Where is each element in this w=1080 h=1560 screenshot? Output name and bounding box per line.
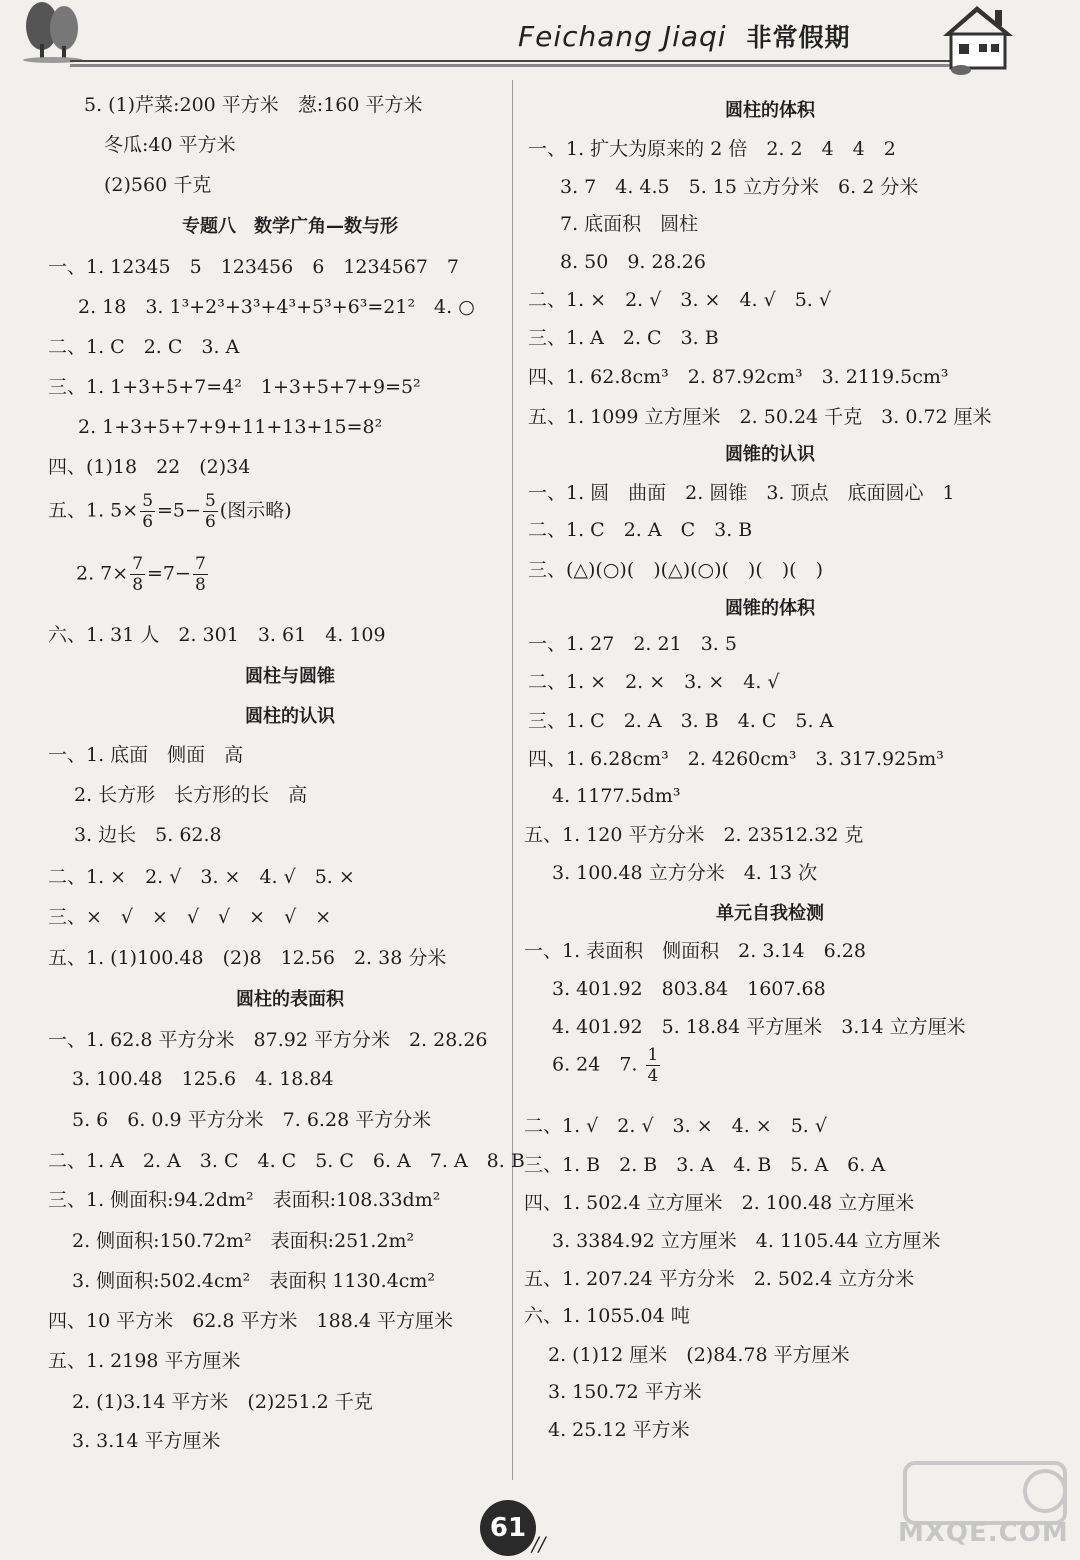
answer-line: 一、1. 12345 5 123456 6 1234567 7 [48,256,460,278]
answer-line: 2. (1)3.14 平方米 (2)251.2 千克 [72,1391,373,1413]
header-title-cn: 非常假期 [746,23,851,52]
answer-text: 6. 24 7. [552,1053,644,1076]
section-heading: 圆柱的体积 [725,100,815,121]
fraction-numerator: 7 [132,554,144,574]
answer-line: 3. 侧面积:502.4cm² 表面积 1130.4cm² [72,1270,436,1292]
answer-line: 四、1. 62.8cm³ 2. 87.92cm³ 3. 2119.5cm³ [528,366,949,388]
answer-line: 三、1. C 2. A 3. B 4. C 5. A [528,710,834,732]
answer-line: 五、1. 2198 平方厘米 [48,1350,241,1372]
answer-line: (2)560 千克 [104,174,212,196]
page-number-decoration: // [532,1532,546,1556]
answer-line: 四、(1)18 22 (2)34 [48,456,251,478]
answer-line: 3. 7 4. 4.5 5. 15 立方分米 6. 2 分米 [560,176,919,198]
fraction-denominator: 8 [132,575,144,595]
answer-line [48,491,292,532]
answer-text: 2. 7× [76,562,129,585]
answer-line: 一、1. 圆 曲面 2. 圆锥 3. 顶点 底面圆心 1 [528,482,955,504]
answer-line: 4. 25.12 平方米 [548,1419,690,1441]
answer-line: 一、1. 27 2. 21 3. 5 [528,633,737,655]
header-rule [70,60,950,67]
answer-line: 3. 3.14 平方厘米 [72,1430,221,1452]
answer-line: 五、1. 1099 立方厘米 2. 50.24 千克 3. 0.72 厘米 [528,406,992,428]
fraction [203,491,218,532]
answer-line: 六、1. 31 人 2. 301 3. 61 4. 109 [48,624,386,646]
fraction-denominator: 4 [647,1066,659,1086]
fraction [646,1045,661,1086]
house-icon [935,0,1020,80]
answer-line: 五、1. 120 平方分米 2. 23512.32 克 [524,824,864,846]
answer-line: 三、1. 1+3+5+7=4² 1+3+5+7+9=5² [48,376,421,398]
fraction-numerator: 5 [204,491,216,511]
answer-line: 二、1. A 2. A 3. C 4. C 5. C 6. A 7. A 8. B [48,1150,525,1172]
fraction-denominator: 6 [204,512,216,532]
answer-line: 8. 50 9. 28.26 [560,251,706,273]
answer-line: 4. 401.92 5. 18.84 平方厘米 3.14 立方厘米 [552,1016,966,1038]
answer-line: 二、1. × 2. √ 3. × 4. √ 5. × [48,866,355,888]
answer-line: 二、1. × 2. × 3. × 4. √ [528,671,780,693]
answer-line: 3. 401.92 803.84 1607.68 [552,978,826,1000]
answer-line: 四、1. 502.4 立方厘米 2. 100.48 立方厘米 [524,1192,915,1214]
answer-line: 三、(△)(○)( )(△)(○)( )( )( ) [528,559,823,581]
answer-line: 4. 1177.5dm³ [552,785,681,807]
column-divider [512,80,513,1480]
fraction [193,554,208,595]
answer-line: 一、1. 扩大为原来的 2 倍 2. 2 4 4 2 [528,138,896,160]
section-heading: 圆柱的表面积 [236,989,344,1010]
answer-line: 2. 1+3+5+7+9+11+13+15=8² [78,416,383,438]
answer-line: 三、× √ × √ √ × √ × [48,906,332,928]
answer-line: 2. 18 3. 1³+2³+3³+4³+5³+6³=21² 4. ○ [78,296,475,318]
fraction-denominator: 8 [194,575,206,595]
answer-line: 四、10 平方米 62.8 平方米 188.4 平方厘米 [48,1310,453,1332]
answer-line: 3. 边长 5. 62.8 [74,824,222,846]
answer-line: 三、1. B 2. B 3. A 4. B 5. A 6. A [524,1154,886,1176]
section-heading: 圆柱的认识 [245,706,335,727]
answer-line: 3. 3384.92 立方厘米 4. 1105.44 立方厘米 [552,1230,941,1252]
answer-line: 二、1. C 2. C 3. A [48,336,240,358]
answer-line: 冬瓜:40 平方米 [104,134,236,156]
answer-line: 四、1. 6.28cm³ 2. 4260cm³ 3. 317.925m³ [528,748,944,770]
fraction [130,554,145,595]
answer-line: 2. 长方形 长方形的长 高 [74,784,308,806]
answer-line: 二、1. × 2. √ 3. × 4. √ 5. √ [528,289,831,311]
answer-line: 2. 侧面积:150.72m² 表面积:251.2m² [72,1230,415,1252]
answer-line: 3. 150.72 平方米 [548,1381,702,1403]
answer-line: 五、1. (1)100.48 (2)8 12.56 2. 38 分米 [48,947,447,969]
answer-line: 三、1. 侧面积:94.2dm² 表面积:108.33dm² [48,1189,441,1211]
answer-text: =7− [147,562,191,585]
answer-line: 一、1. 表面积 侧面积 2. 3.14 6.28 [524,940,866,962]
answer-line: 二、1. √ 2. √ 3. × 4. × 5. √ [524,1115,827,1137]
answer-line: 一、1. 底面 侧面 高 [48,744,244,766]
answer-line: 2. (1)12 厘米 (2)84.78 平方厘米 [548,1344,850,1366]
header-title-en: Feichang Jiaqi [518,20,727,53]
answer-text: (图示略) [219,499,292,522]
answer-line: 3. 100.48 125.6 4. 18.84 [72,1068,334,1090]
fraction-numerator: 7 [194,554,206,574]
section-heading: 圆锥的体积 [725,598,815,619]
fraction-denominator: 6 [142,512,154,532]
section-heading: 专题八 数学广角—数与形 [182,216,398,237]
answer-line: 5. (1)芹菜:200 平方米 葱:160 平方米 [84,94,423,116]
answer-text: =5− [157,499,201,522]
section-heading: 圆锥的认识 [725,444,815,465]
answer-line: 六、1. 1055.04 吨 [524,1305,690,1327]
page-number: 61 [480,1500,536,1556]
page-header [0,0,1080,80]
fraction-numerator: 5 [142,491,154,511]
answer-line: 3. 100.48 立方分米 4. 13 次 [552,862,818,884]
section-heading: 圆柱与圆锥 [245,666,335,687]
answer-line: 三、1. A 2. C 3. B [528,327,719,349]
answer-text: 五、1. 5× [48,499,139,522]
answer-line: 5. 6 6. 0.9 平方分米 7. 6.28 平方分米 [72,1109,432,1131]
answer-line: 一、1. 62.8 平方分米 87.92 平方分米 2. 28.26 [48,1029,488,1051]
answer-line: 二、1. C 2. A C 3. B [528,519,753,541]
answer-line [76,554,210,595]
header-title [518,18,851,54]
watermark-text: MXQE.COM [898,1518,1069,1548]
answer-line: 五、1. 207.24 平方分米 2. 502.4 立方分米 [524,1268,915,1290]
fraction [140,491,155,532]
fraction-numerator: 1 [647,1045,659,1065]
answer-line: 7. 底面积 圆柱 [560,213,699,235]
tree-icon [18,0,88,64]
answer-line [552,1045,662,1086]
section-heading: 单元自我检测 [716,903,824,924]
